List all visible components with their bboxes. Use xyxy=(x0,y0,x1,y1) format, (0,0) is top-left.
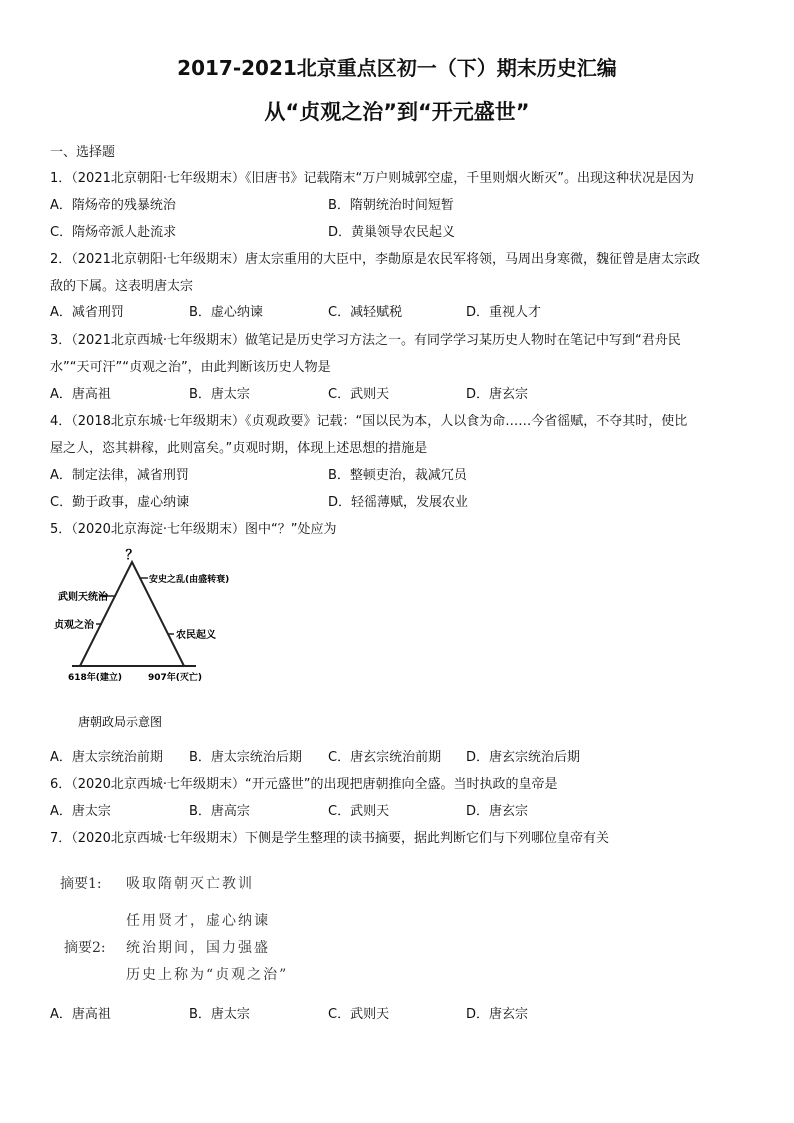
q6-option-d: D．唐玄宗 xyxy=(466,804,529,819)
q4-option-a: A．制定法律，减省刑罚 xyxy=(50,468,189,483)
question-4-text-line1: 4．（2018北京东城·七年级期末）《贞观政要》记载：“国以民为本，人以食为命……今省徭赋，不夺其时，使比 xyxy=(50,414,688,429)
page-subtitle: 从“贞观之治”到“开元盛世” xyxy=(264,100,530,124)
q5-option-a: A．唐太宗统治前期 xyxy=(50,750,163,765)
note-2-line2: 统治期间，国力强盛 xyxy=(126,940,270,956)
q3-option-c: C．武则天 xyxy=(328,387,390,402)
question-4-text-line2: 屋之人，恣其耕稼，此则富矣。”贞观时期，体现上述思想的措施是 xyxy=(50,441,428,456)
question-5-text: 5．（2020北京海淀·七年级期末）图中“？”处应为 xyxy=(50,522,337,537)
section-heading: 一、选择题 xyxy=(50,145,116,160)
q6-option-a: A．唐太宗 xyxy=(50,804,111,819)
q4-option-d: D．轻徭薄赋，发展农业 xyxy=(328,495,469,510)
tang-dynasty-diagram xyxy=(50,548,250,738)
q6-option-b: B．唐高宗 xyxy=(189,804,250,819)
q7-option-b: B．唐太宗 xyxy=(189,1007,250,1022)
reading-notes-image xyxy=(58,868,418,988)
question-1-text: 1．（2021北京朝阳·七年级期末）《旧唐书》记载隋末“万户则城郭空虚，千里则烟火断灭”。出现这种状况是因为 xyxy=(50,171,694,186)
question-3-text-line2: 水”“天可汗”“贞观之治”，由此判断该历史人物是 xyxy=(50,360,331,375)
q2-option-c: C．减轻赋税 xyxy=(328,305,403,320)
question-2-text-line2: 敌的下属。这表明唐太宗 xyxy=(50,279,194,294)
diagram-label-uprising: 农民起义 xyxy=(176,630,216,641)
q5-option-b: B．唐太宗统治后期 xyxy=(189,750,302,765)
q5-option-d: D．唐玄宗统治后期 xyxy=(466,750,581,765)
question-7-text: 7．（2020北京西城·七年级期末）下侧是学生整理的读书摘要，据此判断它们与下列哪位皇帝有关 xyxy=(50,831,609,846)
q1-option-c: C．隋炀帝派人赴流求 xyxy=(50,225,177,240)
page-title: 2017-2021北京重点区初一（下）期末历史汇编 xyxy=(177,56,617,80)
q4-option-c: C．勤于政事，虚心纳谏 xyxy=(50,495,190,510)
diagram-label-907: 907年(灭亡) xyxy=(148,673,203,683)
q3-option-d: D．唐玄宗 xyxy=(466,387,529,402)
q2-option-d: D．重视人才 xyxy=(466,305,542,320)
q4-option-b: B．整顿吏治，裁减冗员 xyxy=(328,468,467,483)
q1-option-a: A．隋炀帝的残暴统治 xyxy=(50,198,176,213)
q3-option-a: A．唐高祖 xyxy=(50,387,111,402)
q6-option-c: C．武则天 xyxy=(328,804,390,819)
diagram-label-anshi: 安史之乱(由盛转衰) xyxy=(149,575,230,585)
diagram-caption: 唐朝政局示意图 xyxy=(78,715,163,729)
note-1-label: 摘要1: xyxy=(60,876,102,892)
q2-option-b: B．虚心纳谏 xyxy=(189,305,263,320)
diagram-label-wuzetian: 武则天统治 xyxy=(58,592,108,603)
q7-option-a: A．唐高祖 xyxy=(50,1007,111,1022)
question-6-text: 6．（2020北京西城·七年级期末）“开元盛世”的出现把唐朝推向全盛。当时执政的皇帝是 xyxy=(50,777,558,792)
q7-option-c: C．武则天 xyxy=(328,1007,390,1022)
q2-option-a: A．减省刑罚 xyxy=(50,305,124,320)
q5-option-c: C．唐玄宗统治前期 xyxy=(328,750,442,765)
note-2-label: 摘要2: xyxy=(64,940,106,956)
q1-option-d: D．黄巢领导农民起义 xyxy=(328,225,456,240)
question-2-text-line1: 2．（2021北京朝阳·七年级期末）唐太宗重用的大臣中，李勣原是农民军将领，马周出身寒微，魏征曾是唐太宗政 xyxy=(50,252,700,267)
diagram-label-zhenguan: 贞观之治 xyxy=(54,620,94,631)
diagram-label-618: 618年(建立) xyxy=(68,673,123,683)
diagram-peak-mark: ？ xyxy=(125,548,139,563)
question-3-text-line1: 3．（2021北京西城·七年级期末）做笔记是历史学习方法之一。有同学学习某历史人物时在笔记中写到“君舟民 xyxy=(50,333,681,348)
note-2-line1: 任用贤才，虚心纳谏 xyxy=(126,913,270,929)
q3-option-b: B．唐太宗 xyxy=(189,387,250,402)
note-2-line3: 历史上称为“贞观之治” xyxy=(126,967,289,983)
q1-option-b: B．隋朝统治时间短暂 xyxy=(328,198,454,213)
q7-option-d: D．唐玄宗 xyxy=(466,1007,529,1022)
note-1-text: 吸取隋朝灭亡教训 xyxy=(126,876,254,892)
